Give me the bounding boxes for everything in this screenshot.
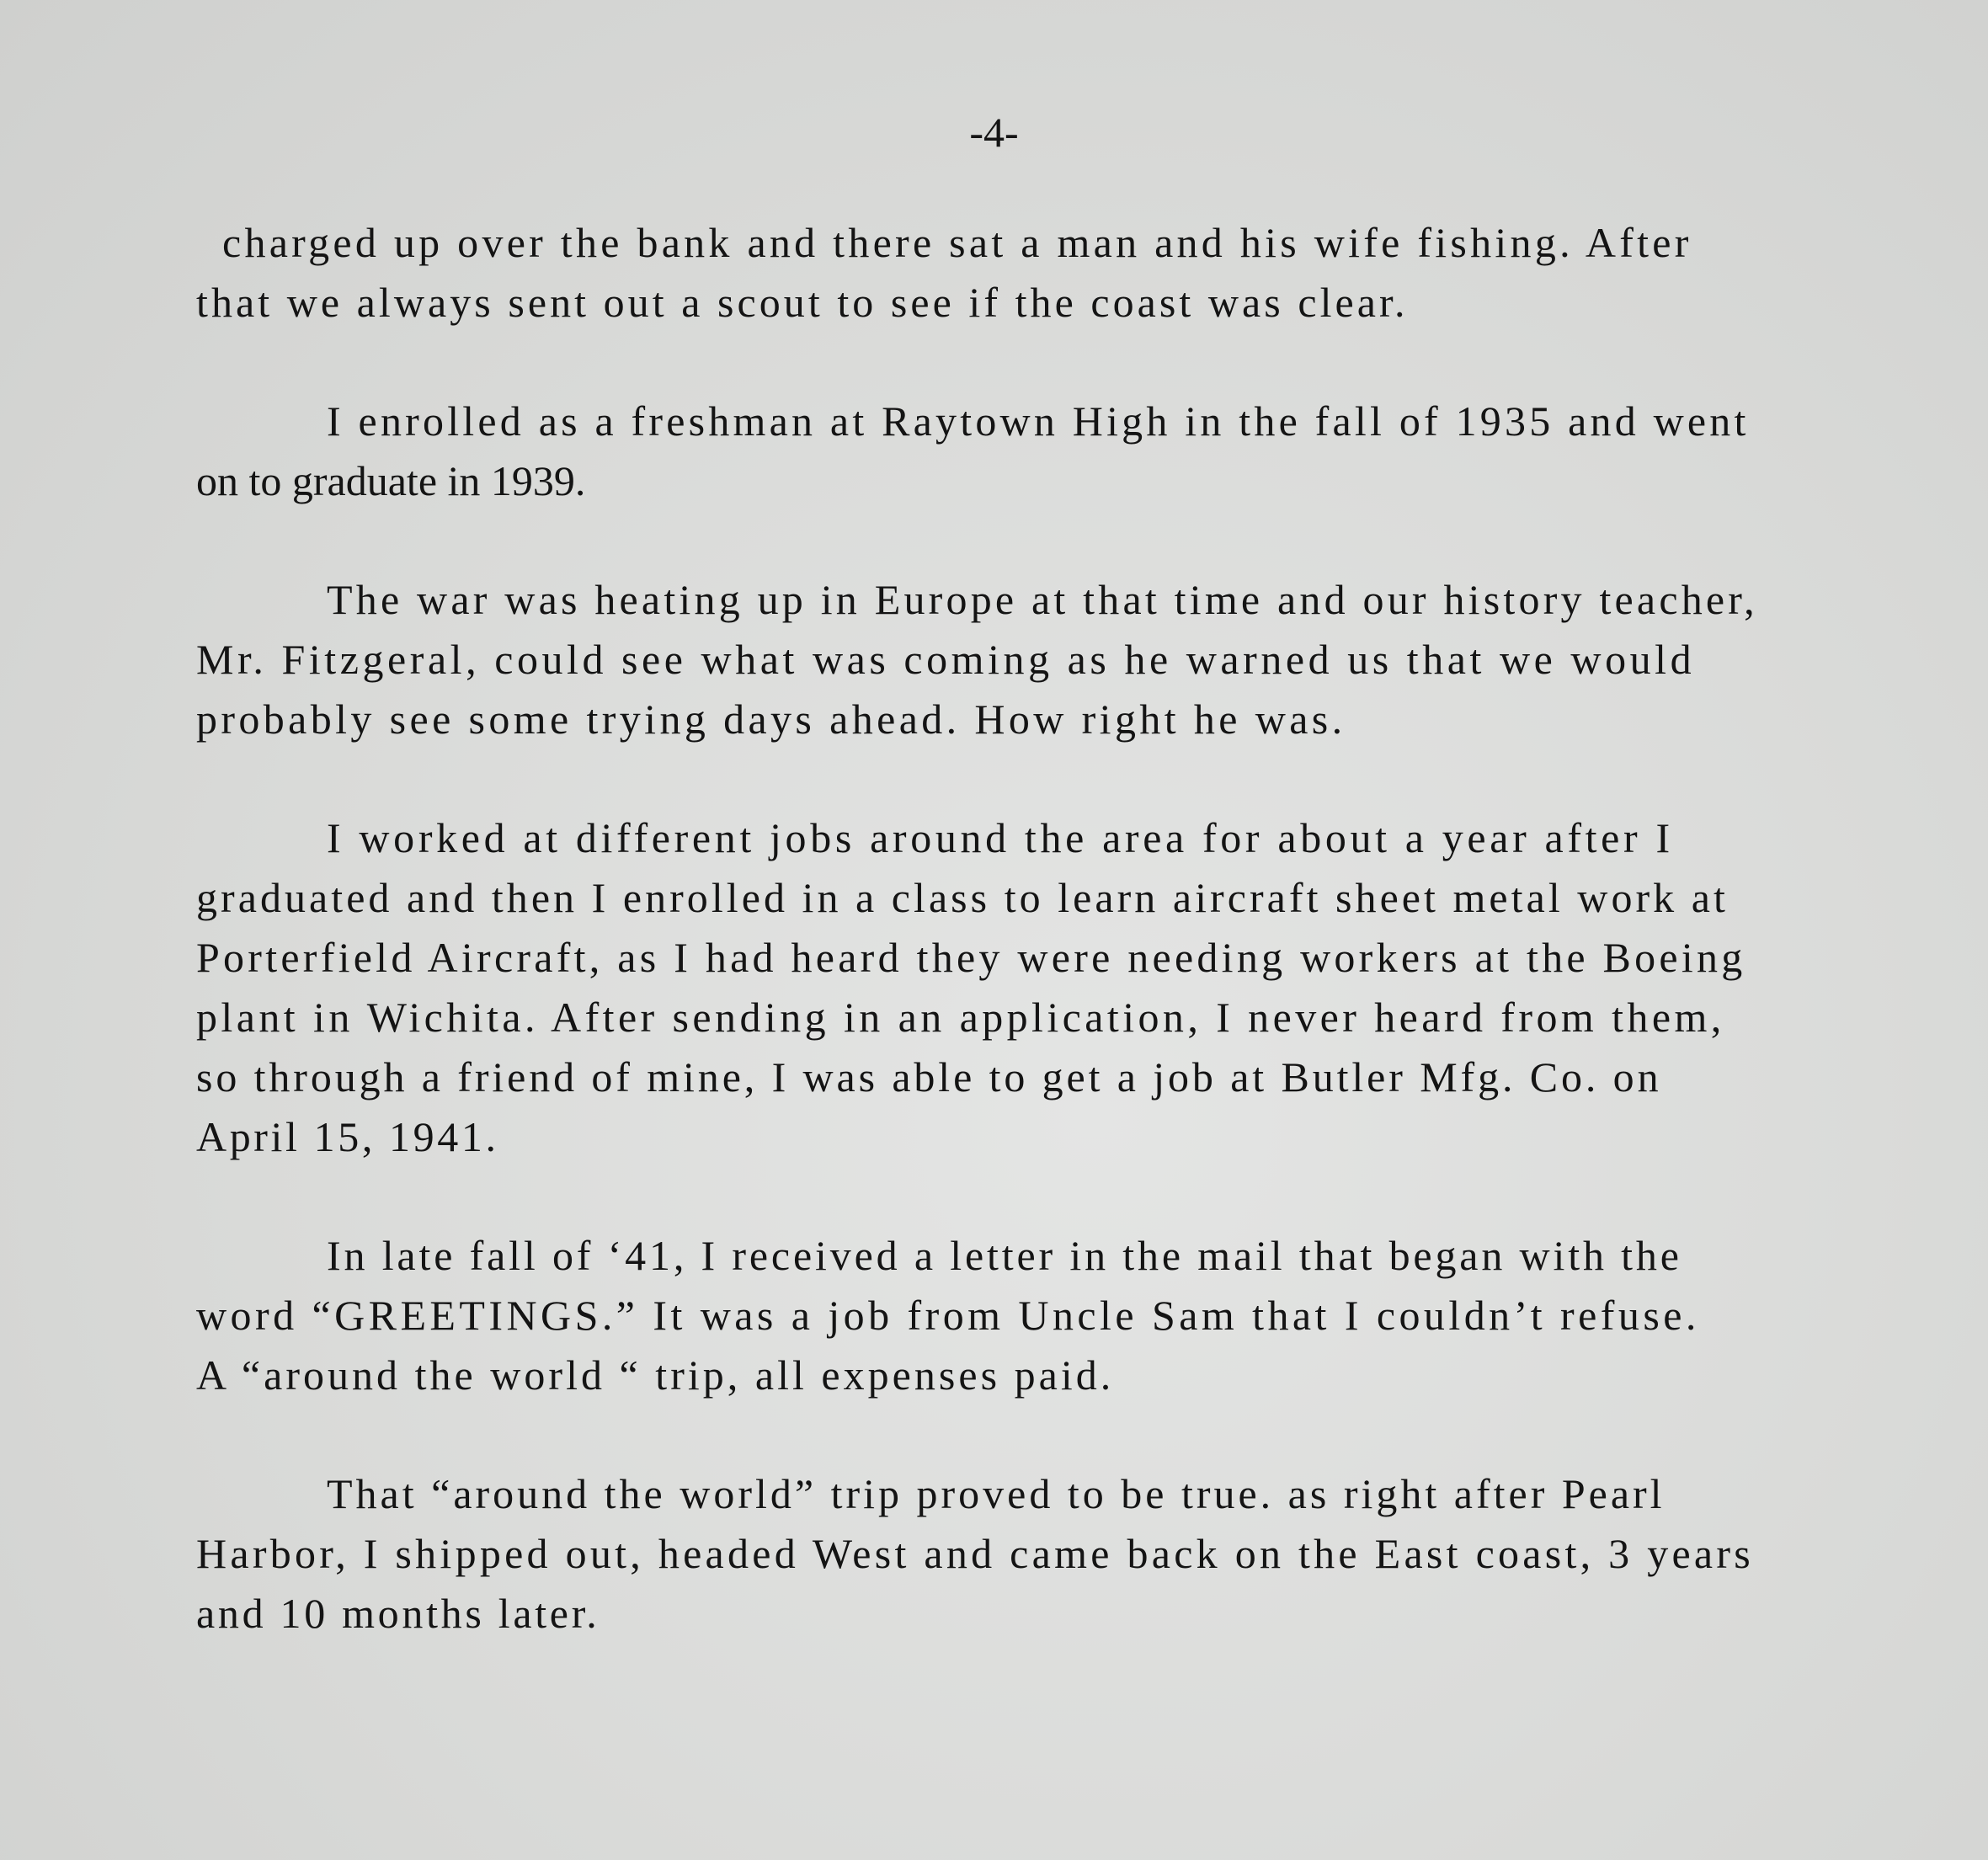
paragraph-4-line-6: April 15, 1941. — [196, 1113, 499, 1160]
paragraph-6-line-2: Harbor, I shipped out, headed West and came back on the East coast, 3 years — [196, 1530, 1755, 1577]
paragraph-1-line-2: that we always sent out a scout to see if the coast was clear. — [196, 279, 1409, 326]
page-number: -4- — [969, 109, 1019, 156]
paragraph-5-line-1: In late fall of ‘41, I received a letter in the mail that began with the — [327, 1232, 1682, 1279]
paragraph-4-line-2: graduated and then I enrolled in a class to learn aircraft sheet metal work at — [196, 874, 1729, 921]
paragraph-3-line-1: The war was heating up in Europe at that time and our history teacher, — [327, 576, 1758, 623]
paragraph-6-line-3: and 10 months later. — [196, 1590, 600, 1637]
paragraph-5-line-3: A “around the world “ trip, all expenses paid. — [196, 1351, 1115, 1399]
paragraph-2-line-1: I enrolled as a freshman at Raytown High in the fall of 1935 and went — [327, 397, 1750, 445]
paragraph-4-line-1: I worked at different jobs around the area for about a year after I — [327, 814, 1674, 861]
paragraph-4-line-3: Porterfield Aircraft, as I had heard they were needing workers at the Boeing — [196, 934, 1746, 981]
paragraph-1-line-1: charged up over the bank and there sat a man and his wife fishing. After — [222, 219, 1692, 266]
paragraph-3-line-2: Mr. Fitzgeral, could see what was coming as he warned us that we would — [196, 636, 1696, 683]
paragraph-3-line-3: probably see some trying days ahead. How right he was. — [196, 696, 1346, 743]
paragraph-4-line-5: so through a friend of mine, I was able to get a job at Butler Mfg. Co. on — [196, 1053, 1662, 1101]
paragraph-6-line-1: That “around the world” trip proved to be true. as right after Pearl — [327, 1470, 1666, 1517]
paragraph-4-line-4: plant in Wichita. After sending in an application, I never heard from them, — [196, 994, 1725, 1041]
paragraph-2-line-2: on to graduate in 1939. — [196, 457, 586, 504]
paragraph-5-line-2: word “GREETINGS.” It was a job from Uncle Sam that I couldn’t refuse. — [196, 1292, 1700, 1339]
